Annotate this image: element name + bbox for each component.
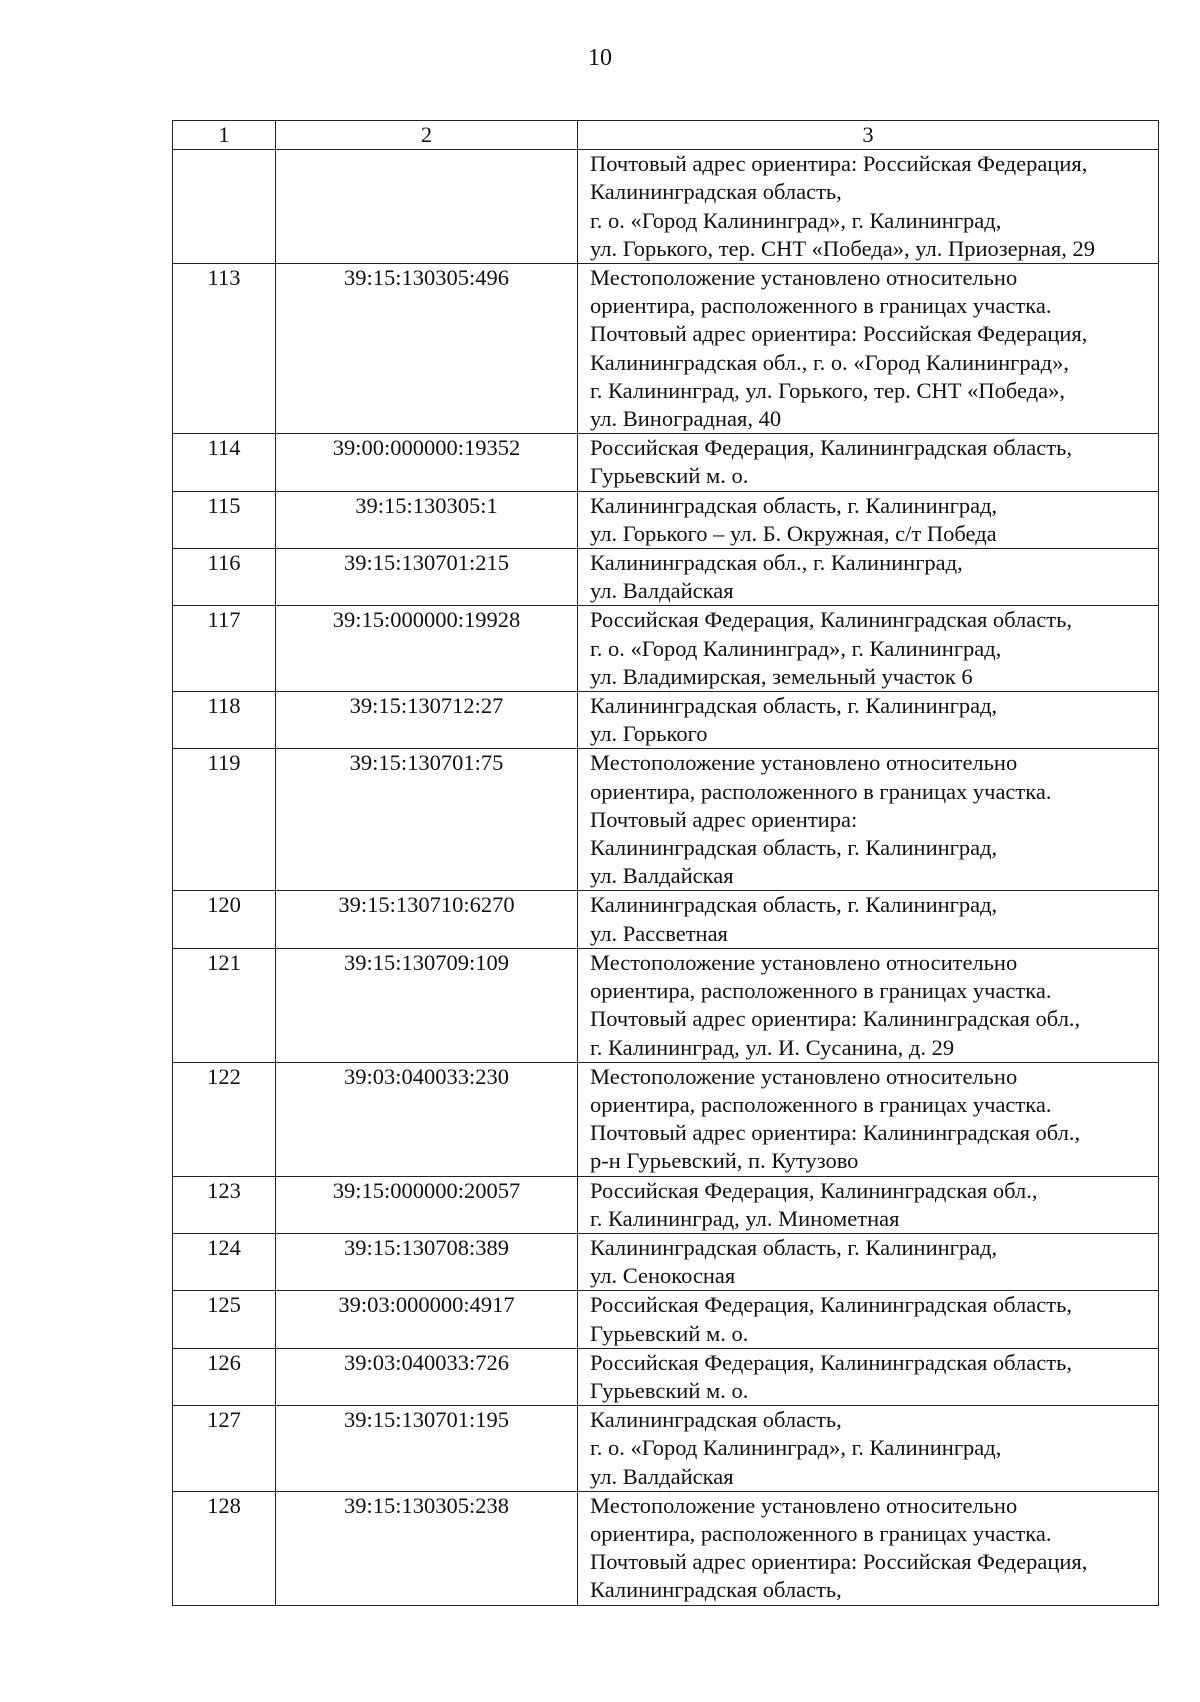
table-row [173, 549, 1159, 606]
row-number: 125 [173, 1291, 276, 1348]
table-row [173, 491, 1159, 548]
address-cell [578, 606, 1159, 692]
row-number: 113 [173, 264, 276, 434]
address-line: Калининградская область, г. Калининград, [590, 835, 998, 861]
address-line: г. о. «Город Калининград», г. Калининград, [590, 1435, 1002, 1461]
address-line: ул. Владимирская, земельный участок 6 [590, 663, 973, 689]
table-row [173, 264, 1159, 434]
address-line: ул. Рассветная [590, 920, 728, 946]
address-line: г. Калининград, ул. Горького, тер. СНТ «Победа», [590, 377, 1065, 403]
cadastral-number [276, 150, 578, 264]
cadastral-number: 39:15:130305:1 [276, 491, 578, 548]
address-cell [578, 1491, 1159, 1605]
address-cell [578, 1348, 1159, 1405]
address-line: Российская Федерация, Калининградская обл., [590, 1177, 1038, 1203]
cadastral-number: 39:15:130708:389 [276, 1233, 578, 1290]
cadastral-number: 39:15:130709:109 [276, 948, 578, 1062]
row-number: 123 [173, 1176, 276, 1233]
address-line: Калининградская обл., г. о. «Город Калининград», [590, 349, 1069, 375]
table-row [173, 891, 1159, 948]
address-line: ориентира, расположенного в границах участка. [590, 778, 1052, 804]
address-cell [578, 948, 1159, 1062]
address-line: ориентира, расположенного в границах участка. [590, 978, 1052, 1004]
row-number: 126 [173, 1348, 276, 1405]
table-row [173, 1406, 1159, 1492]
column-header-address: 3 [578, 121, 1159, 150]
address-cell [578, 749, 1159, 891]
address-cell [578, 491, 1159, 548]
address-cell [578, 150, 1159, 264]
address-line: Российская Федерация, Калининградская область, [590, 435, 1072, 461]
address-cell [578, 549, 1159, 606]
row-number: 127 [173, 1406, 276, 1492]
address-line: Российская Федерация, Калининградская область, [590, 1349, 1072, 1375]
address-line: г. Калининград, ул. Минометная [590, 1205, 900, 1231]
address-line: ориентира, расположенного в границах участка. [590, 1091, 1052, 1117]
table-row [173, 1348, 1159, 1405]
cadastral-number: 39:15:130701:215 [276, 549, 578, 606]
row-number: 119 [173, 749, 276, 891]
page-number: 10 [588, 45, 612, 71]
table-row [173, 434, 1159, 491]
address-line: Местоположение установлено относительно [590, 949, 1018, 975]
address-cell [578, 1176, 1159, 1233]
address-line: Калининградская обл., г. Калининград, [590, 550, 963, 576]
address-line: ул. Сенокосная [590, 1263, 736, 1289]
address-line: г. Калининград, ул. И. Сусанина, д. 29 [590, 1034, 955, 1060]
address-line: Почтовый адрес ориентира: Российская Федерация, [590, 1549, 1088, 1575]
row-number: 115 [173, 491, 276, 548]
cadastral-number: 39:15:130305:238 [276, 1491, 578, 1605]
address-line: Гурьевский м. о. [590, 1320, 749, 1346]
table-row [173, 606, 1159, 692]
address-line: Калининградская область, [590, 1577, 842, 1603]
address-line: Почтовый адрес ориентира: Российская Федерация, [590, 151, 1088, 177]
address-line: Почтовый адрес ориентира: Калининградская обл., [590, 1120, 1081, 1146]
address-line: Калининградская область, г. Калининград, [590, 1234, 998, 1260]
cadastral-number: 39:15:130701:195 [276, 1406, 578, 1492]
address-line: ул. Валдайская [590, 578, 734, 604]
column-header-cadastral: 2 [276, 121, 578, 150]
row-number: 118 [173, 692, 276, 749]
address-line: Российская Федерация, Калининградская область, [590, 607, 1072, 633]
address-line: Калининградская область, г. Калининград, [590, 892, 998, 918]
address-line: ул. Валдайская [590, 1463, 734, 1489]
row-number: 120 [173, 891, 276, 948]
cadastral-number: 39:00:000000:19352 [276, 434, 578, 491]
cadastral-number: 39:15:000000:19928 [276, 606, 578, 692]
row-number [173, 150, 276, 264]
table-row [173, 948, 1159, 1062]
address-line: р-н Гурьевский, п. Кутузово [590, 1148, 859, 1174]
address-line: ул. Горького, тер. СНТ «Победа», ул. Приозерная, 29 [590, 235, 1095, 261]
cadastral-number: 39:15:130701:75 [276, 749, 578, 891]
address-line: Российская Федерация, Калининградская область, [590, 1292, 1072, 1318]
address-cell [578, 1406, 1159, 1492]
address-line: Почтовый адрес ориентира: Российская Федерация, [590, 321, 1088, 347]
address-line: ул. Горького [590, 721, 708, 747]
address-line: ориентира, расположенного в границах участка. [590, 293, 1052, 319]
cadastral-number: 39:03:000000:4917 [276, 1291, 578, 1348]
row-number: 128 [173, 1491, 276, 1605]
address-cell [578, 264, 1159, 434]
address-line: ул. Горького – ул. Б. Окружная, с/т Победа [590, 520, 997, 546]
address-cell [578, 891, 1159, 948]
address-line: Почтовый адрес ориентира: [590, 806, 858, 832]
address-line: Калининградская область, г. Калининград, [590, 492, 998, 518]
table-row [173, 692, 1159, 749]
table-row [173, 1176, 1159, 1233]
address-cell [578, 1062, 1159, 1176]
cadastral-number: 39:03:040033:726 [276, 1348, 578, 1405]
row-number: 114 [173, 434, 276, 491]
column-header-number: 1 [173, 121, 276, 150]
row-number: 122 [173, 1062, 276, 1176]
table-body [173, 121, 1159, 1606]
address-cell [578, 1291, 1159, 1348]
address-line: Гурьевский м. о. [590, 463, 749, 489]
address-line: Гурьевский м. о. [590, 1377, 749, 1403]
address-cell [578, 434, 1159, 491]
address-line: Местоположение установлено относительно [590, 750, 1018, 776]
address-line: Местоположение установлено относительно [590, 1492, 1018, 1518]
address-line: г. о. «Город Калининград», г. Калининград, [590, 207, 1002, 233]
cadastral-number: 39:03:040033:230 [276, 1062, 578, 1176]
address-line: Калининградская область, г. Калининград, [590, 693, 998, 719]
address-line: Местоположение установлено относительно [590, 1063, 1018, 1089]
table-header-row [173, 121, 1159, 150]
land-plot-table [172, 120, 1159, 1606]
table-row [173, 1291, 1159, 1348]
table-row [173, 749, 1159, 891]
address-line: г. о. «Город Калининград», г. Калининград, [590, 635, 1002, 661]
address-line: ул. Валдайская [590, 863, 734, 889]
row-number: 116 [173, 549, 276, 606]
cadastral-number: 39:15:130710:6270 [276, 891, 578, 948]
table-row [173, 1491, 1159, 1605]
address-line: Почтовый адрес ориентира: Калининградская обл., [590, 1006, 1081, 1032]
address-line: ориентира, расположенного в границах участка. [590, 1520, 1052, 1546]
table-row [173, 1233, 1159, 1290]
table-row [173, 1062, 1159, 1176]
cadastral-number: 39:15:130712:27 [276, 692, 578, 749]
address-cell [578, 1233, 1159, 1290]
table-row [173, 150, 1159, 264]
cadastral-number: 39:15:000000:20057 [276, 1176, 578, 1233]
cadastral-number: 39:15:130305:496 [276, 264, 578, 434]
row-number: 124 [173, 1233, 276, 1290]
address-cell [578, 692, 1159, 749]
row-number: 117 [173, 606, 276, 692]
address-line: Местоположение установлено относительно [590, 265, 1018, 291]
address-line: Калининградская область, [590, 1407, 842, 1433]
row-number: 121 [173, 948, 276, 1062]
address-line: ул. Виноградная, 40 [590, 406, 782, 432]
address-line: Калининградская область, [590, 179, 842, 205]
